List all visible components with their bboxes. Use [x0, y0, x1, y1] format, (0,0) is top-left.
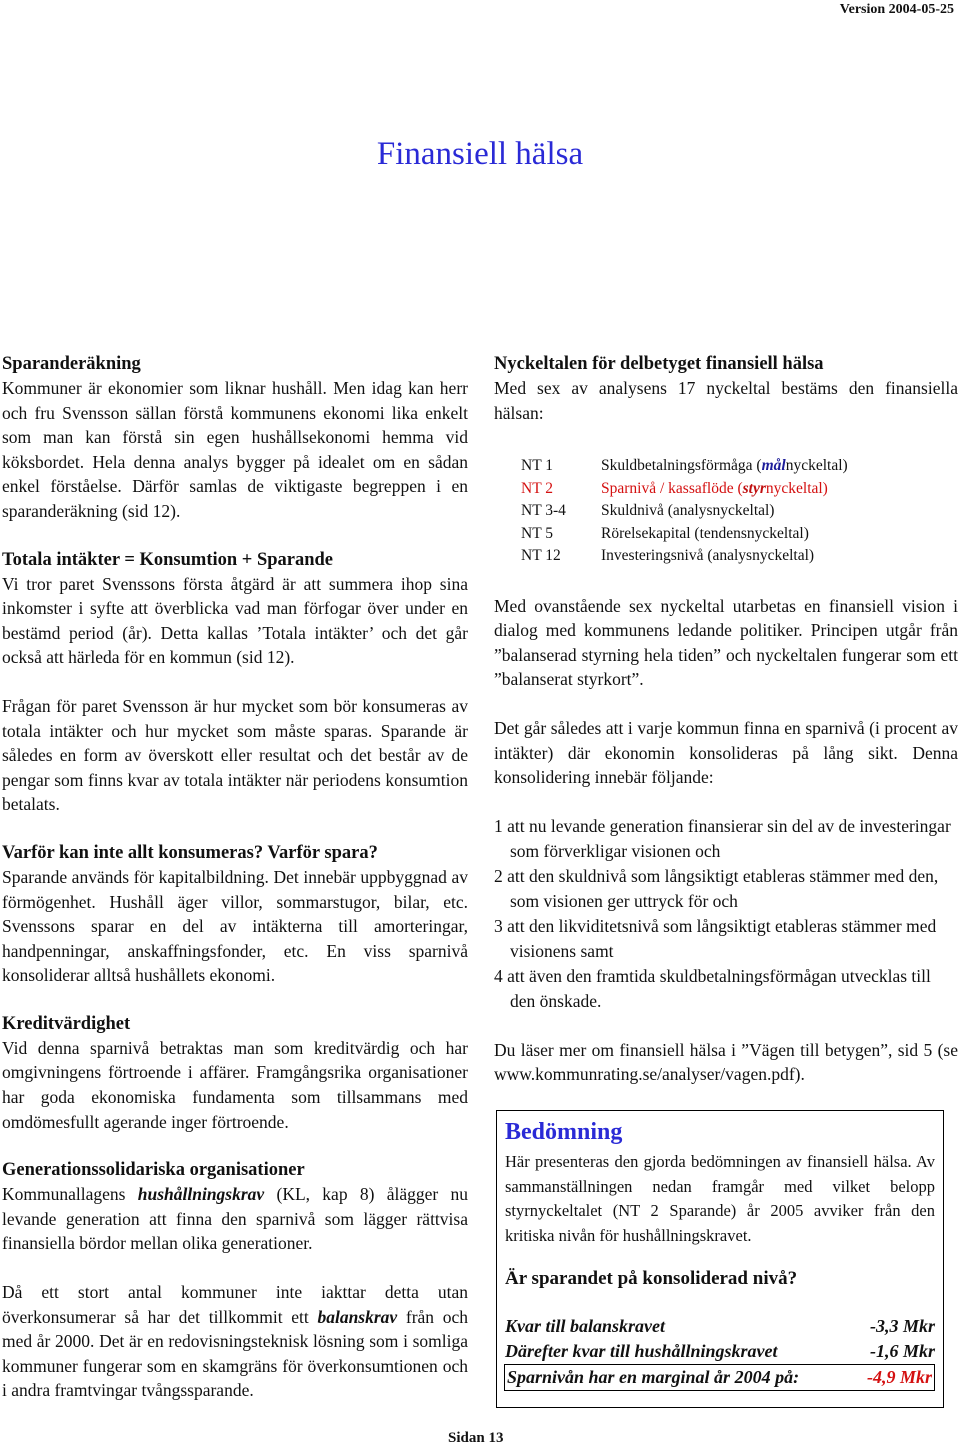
page-number: Sidan 13 [448, 1430, 504, 1446]
paragraph: Du läser mer om finansiell hälsa i ”Vägen till betygen”, sid 5 (se www.kommunrating.se/analyser/vagen.pdf). [494, 1039, 958, 1085]
calc-result-row: Sparnivån har en marginal år 2004 på: -4,9 Mkr [504, 1364, 935, 1391]
key-figure-row [521, 455, 958, 478]
key-figure-keyword: mål [761, 457, 786, 475]
paragraph: Vid denna sparnivå betraktas man som kreditvärdig och har omgivningens förtroende i affärer. Framgångsrika organisationer har goda ekonomiska fundamenta som tillsammans med omdömesfullt agerande inger förtroende. [2, 1037, 468, 1132]
list-item: 4 att även den framtida skuldbetalningsförmågan utvecklas till den önskade. [494, 965, 931, 1011]
key-figure-code: NT 2 [521, 479, 554, 497]
paragraph: Med ovanstående sex nyckeltal utarbetas en finansiell vision i dialog med kommunens ledande politiker. Principen utgår från ”balanserad styrning hela tiden” och nyckeltalen fungerar som ett ”balanserat styrkort”. [494, 595, 958, 690]
section-heading: Sparanderäkning [2, 354, 141, 374]
assessment-text: Här presenteras den gjorda bedömningen av finansiell hälsa. Av sammanställningen nedan framgår med vilket belopp styrnyckeltalet (NT 2 Sparande) år 2005 avviker från den kritiska nivån för hushållningskravet. [505, 1152, 935, 1245]
key-figure-code: NT 1 [521, 457, 554, 475]
assessment-title: Bedömning [505, 1119, 623, 1145]
assessment-question: Är sparandet på konsoliderad nivå? [505, 1268, 798, 1289]
key-figure-row [521, 500, 958, 523]
result-value: -4,9 Mkr [866, 1367, 932, 1387]
key-figure-code: NT 12 [521, 547, 561, 565]
paragraph: Då ett stort antal kommuner inte iakttar detta utan överkonsumerar så har det tillkommit ett balanskrav från och med år 2000. Det är en redovisningsteknisk lösning som i somliga kommuner fungerar som en skamgräns för överkonsumtionen och i andra framtvingar tvångssparande. [2, 1282, 468, 1401]
key-figure-row [521, 478, 958, 501]
key-figure-keyword: styr [742, 479, 766, 497]
calc-row: Kvar till balanskravet -3,3 Mkr [505, 1316, 935, 1336]
right-column [494, 352, 958, 1087]
section-heading: Nyckeltalen för delbetyget finansiell hälsa [494, 354, 824, 374]
key-figure-desc: Skuldbetalningsförmåga (målnyckeltal) [601, 457, 848, 475]
section-heading: Varför kan inte allt konsumeras? Varför spara? [2, 842, 378, 863]
key-figure-code: NT 5 [521, 524, 554, 542]
calc-row: Därefter kvar till hushållningskravet -1,6 Mkr [505, 1341, 935, 1361]
assessment-box [496, 1110, 944, 1408]
version-label: Version 2004-05-25 [839, 2, 954, 17]
key-figure-table [521, 455, 958, 568]
paragraph: Sparande används för kapitalbildning. Det innebär uppbyggnad av förmögenhet. Hushåll äger villor, sommarstugor, bilar, etc. Svenssons sparar en del av intäkterna till amorteringar, handpenningar, anskaffningsfonder, etc. En viss sparnivå konsoliderar alltså hushållets ekonomi. [2, 866, 468, 986]
list-item: 3 att den likviditetsnivå som långsiktigt etableras stämmer med visionens samt [494, 915, 937, 961]
paragraph: Med sex av analysens 17 nyckeltal bestäms den finansiella hälsan: [494, 378, 958, 423]
key-figure-desc: Skuldnivå (analysnyckeltal) [601, 502, 775, 520]
left-column [2, 352, 468, 1403]
section-heading: Generationssolidariska organisationer [2, 1160, 305, 1181]
key-figure-code: NT 3-4 [521, 502, 566, 520]
page-title: Finansiell hälsa [376, 136, 584, 172]
paragraph: Kommuner är ekonomier som liknar hushåll. Men idag kan herr och fru Svensson sällan förstå kommunens ekonomi lika enkelt som man kan förstå sin egen hushållsekonomi hemma vid köksbordet. Hela denna analys bygger på idealet om en sådan enkel förståelse. Därför samlas de viktigaste begreppen i en sparanderäkning (sid 12). [2, 378, 468, 521]
key-figure-desc: Investeringsnivå (analysnyckeltal) [601, 547, 815, 565]
paragraph: Det går således att i varje kommun finna en sparnivå (i procent av intäkter) där ekonomin konsolideras på lång sikt. Denna konsolidering innebär följande: [494, 718, 958, 788]
list-item: 2 att den skuldnivå som långsiktigt etableras stämmer med den, som visionen ger uttryck för och [494, 865, 939, 911]
key-figure-row [521, 545, 958, 568]
emphasis: balanskrav [317, 1306, 398, 1327]
list-item: 1 att nu levande generation finansierar sin del av de investeringar som förverkligar visionen och [494, 815, 951, 861]
step-list [494, 814, 958, 1014]
key-figure-desc: Sparnivå / kassaflöde (styrnyckeltal) [601, 479, 828, 497]
paragraph: Frågan för paret Svensson är hur mycket som bör konsumeras av totala intäkter och hur mycket som måste sparas. Sparande är således en form av överskott eller resultat och det består av de pengar som finns kvar av totala intäkter när periodens konsumtion betalats. [2, 695, 468, 815]
section-heading: Totala intäkter = Konsumtion + Sparande [2, 549, 334, 570]
section-heading: Kreditvärdighet [2, 1013, 131, 1034]
key-figure-row [521, 523, 958, 546]
assessment-calc [505, 1314, 935, 1391]
key-figure-desc: Rörelsekapital (tendensnyckeltal) [601, 524, 809, 542]
emphasis: hushållningskrav [137, 1184, 265, 1205]
paragraph: Vi tror paret Svenssons första åtgärd är att summera ihop sina inkomster i syfte att överblicka vad man förfogar över under en bestämd period (år). Detta kallas ’Totala intäkter’ och det går också att härleda för en kommun (sid 12). [2, 573, 468, 668]
paragraph: Kommunallagens hushållningskrav (KL, kap 8) ålägger nu levande generation att finna den sparnivå som lägger rättvisa finansiella bördor mellan olika generationer. [2, 1184, 469, 1254]
